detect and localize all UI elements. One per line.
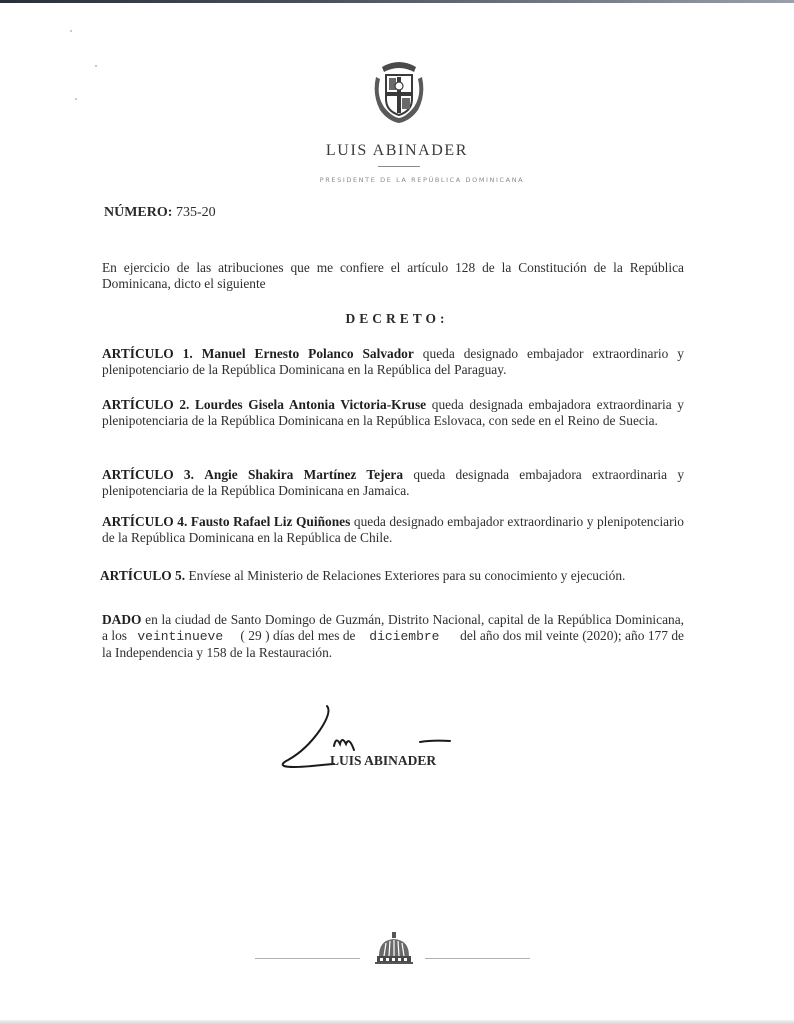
letterhead-name: LUIS ABINADER — [325, 142, 469, 159]
article-label: ARTÍCULO 2. — [102, 397, 190, 412]
decree-heading: DECRETO: — [345, 311, 449, 326]
letterhead-divider — [378, 166, 420, 167]
appointee-name: Fausto Rafael Liz Quiñones — [190, 514, 351, 529]
scan-speck — [75, 98, 77, 100]
article-2 — [102, 397, 684, 429]
scan-top-edge — [0, 0, 794, 3]
appointee-name: Lourdes Gisela Antonia Victoria-Kruse — [195, 397, 427, 412]
article-label: ARTÍCULO 5. — [100, 568, 186, 583]
article-text: Envíese al Ministerio de Relaciones Exteriores para su conocimiento y ejecución. — [188, 568, 626, 583]
given-paragraph — [102, 612, 684, 661]
scan-speck — [95, 65, 97, 67]
footer-rule-left — [255, 958, 360, 959]
given-label: DADO — [102, 612, 142, 627]
given-text-3: del año dos mil veinte (2020); año 177 de la Independencia y 158 de la Restauración. — [102, 628, 684, 660]
decree-number-label: NÚMERO: — [104, 205, 173, 220]
footer-rule-right — [425, 958, 530, 959]
article-text: queda designada embajadora extraordinaria y plenipotenciaria de la República Dominicana en Jamaica. — [102, 467, 685, 498]
appointee-name: Manuel Ernesto Polanco Salvador — [201, 346, 414, 361]
national-palace-dome-icon — [373, 930, 415, 966]
scan-bottom-edge — [0, 1020, 794, 1024]
given-day-number: ( 29 ) — [240, 628, 270, 643]
coat-of-arms-icon — [368, 55, 430, 125]
article-text: queda designada embajadora extraordinaria y plenipotenciaria de la República Dominicana en la República Eslovaca, con sede en el Reino de Suecia. — [102, 397, 684, 428]
signatory-name: LUIS ABINADER — [330, 753, 437, 768]
article-5 — [100, 568, 700, 584]
article-label: ARTÍCULO 3. — [102, 467, 194, 482]
appointee-name: Angie Shakira Martínez Tejera — [204, 467, 404, 482]
article-label: ARTÍCULO 4. — [102, 514, 188, 529]
decree-number — [104, 205, 216, 221]
article-label: ARTÍCULO 1. — [102, 346, 193, 361]
letterhead-subtitle: PRESIDENTE DE LA REPÚBLICA DOMINICANA — [319, 176, 525, 184]
decree-number-value: 735-20 — [175, 205, 216, 220]
given-day-words: veintinueve — [137, 629, 224, 644]
scan-speck — [70, 30, 72, 32]
intro-paragraph: En ejercicio de las atribuciones que me confiere el artículo 128 de la Constitución de la República Dominicana, dicto el siguiente — [102, 260, 684, 291]
given-month: diciembre — [369, 629, 440, 644]
given-text-1: en la ciudad de Santo Domingo de Guzmán, Distrito Nacional, capital de la República Dominicana, a los — [102, 612, 684, 643]
article-4 — [102, 514, 684, 546]
given-text-2: días del mes de — [273, 628, 356, 643]
article-text: queda designado embajador extraordinario y plenipotenciario de la República Dominicana en la República de Chile. — [102, 514, 684, 545]
article-1 — [102, 346, 684, 378]
article-text: queda designado embajador extraordinario y plenipotenciario de la República Dominicana en la República del Paraguay. — [102, 346, 684, 377]
article-3 — [102, 467, 684, 499]
